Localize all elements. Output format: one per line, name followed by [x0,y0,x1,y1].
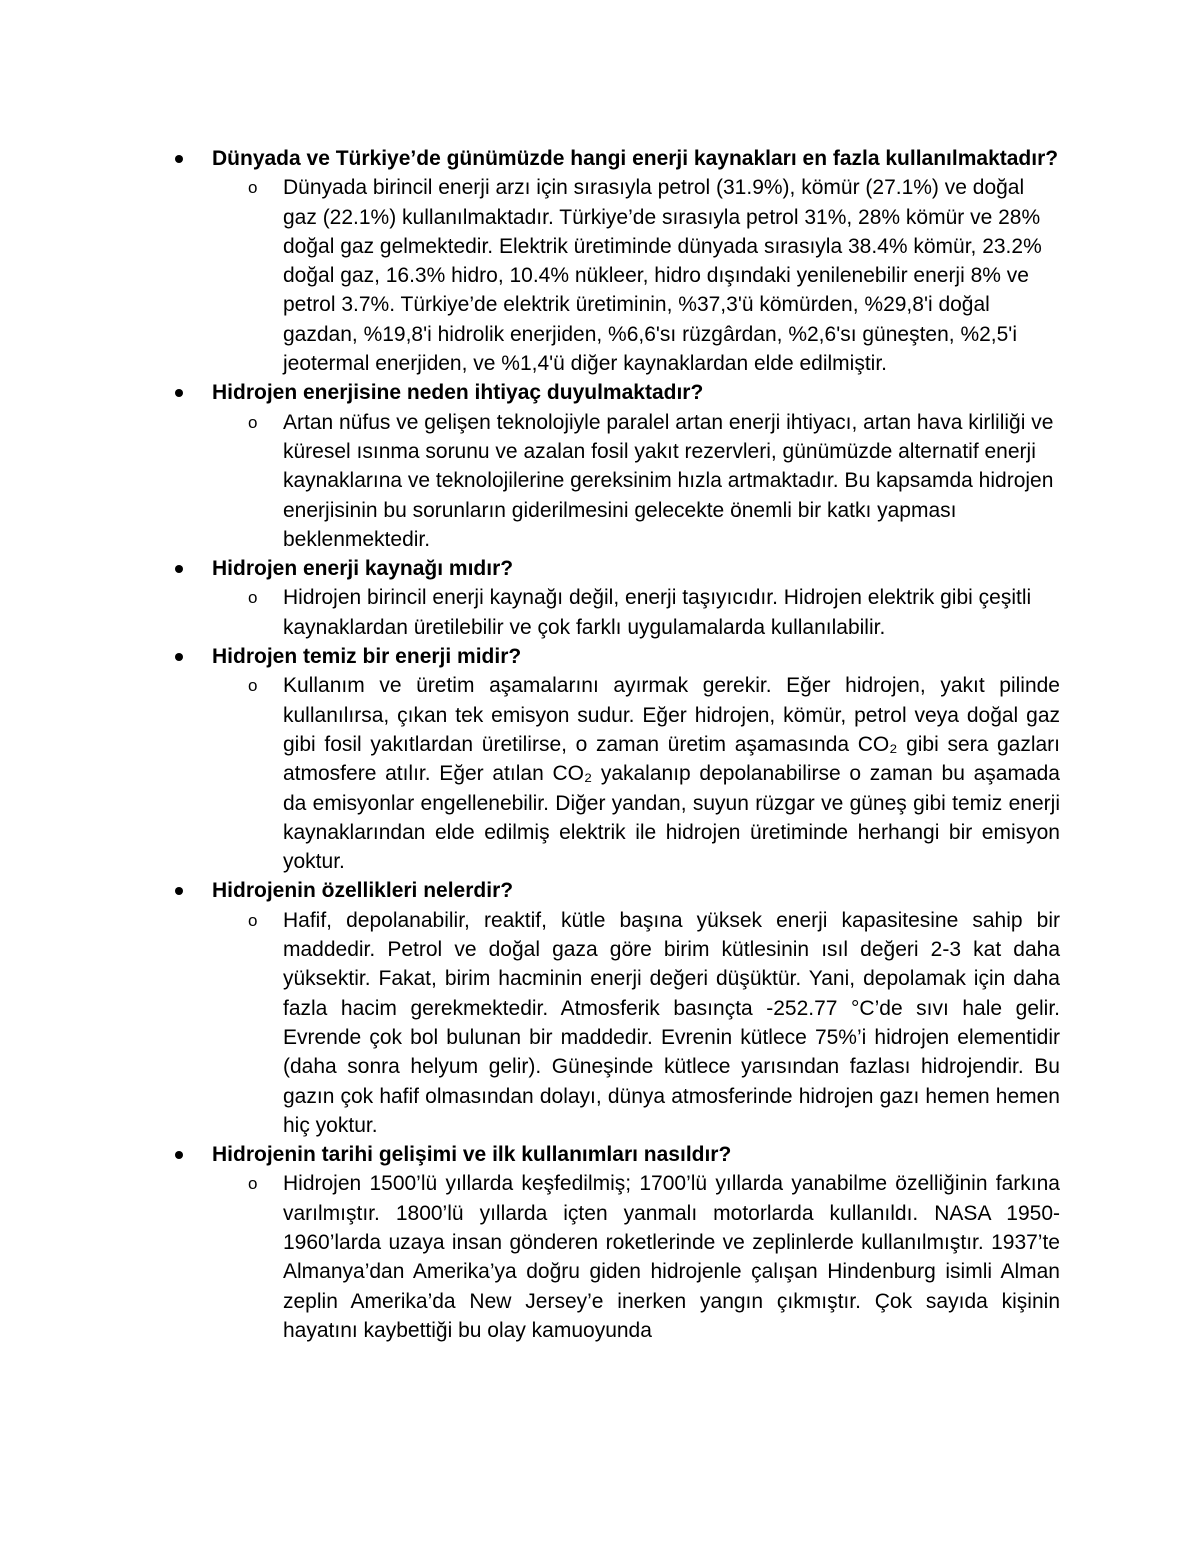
faq-item [168,876,1060,1140]
question-text: Dünyada ve Türkiye’de günümüzde hangi enerji kaynakları en fazla kullanılmaktadır? [212,147,1059,170]
faq-answer [168,408,1060,554]
faq-question [168,378,1060,407]
faq-answer [168,173,1060,378]
bullet-icon [175,565,183,573]
faq-question [168,642,1060,671]
sub-bullet-icon: o [248,178,258,198]
faq-item [168,378,1060,554]
sub-bullet-icon: o [248,412,258,432]
answer-text: Hidrojen birincil enerji kaynağı değil, enerji taşıyıcıdır. Hidrojen elektrik gibi çeşitli kaynaklardan üretilebilir ve çok farklı uygulamalarda kullanılabilir. [283,586,1032,639]
answer-text: Hidrojen 1500’lü yıllarda keşfedilmiş; 1700’lü yıllarda yanabilme özelliğinin farkına varılmıştır. 1800’lü yıllarda içten yanmalı motorlarda kullanıldı. NASA 1950-1960’larda uzaya insan gönderen roketlerinde ve zeplinlerde kullanılmıştır. 1937’te Almanya’dan Amerika’ya doğru giden hidrojenle çalışan Hindenburg isimli Alman zeplin Amerika’da New Jersey’e inerken yangın çıkmıştır. Çok sayıda kişinin hayatını kaybettiği bu olay kamuoyunda [283,1172,1060,1342]
question-text: Hidrojen temiz bir enerji midir? [212,645,522,669]
bullet-icon [175,1151,183,1159]
question-text: Hidrojenin özellikleri nelerdir? [212,879,514,903]
sub-bullet-icon: o [248,588,258,608]
sub-bullet-icon: o [248,1174,258,1194]
answer-text: Kullanım ve üretim aşamalarını ayırmak gerekir. Eğer hidrojen, yakıt pilinde kullanılırsa, çıkan tek emisyon sudur. Eğer hidrojen, kömür, petrol veya doğal gaz gibi fosil yakıtlardan üretilirse, o zaman üretim aşamasında CO₂ gibi sera gazları atmosfere atılır. Eğer atılan CO₂ yakalanıp depolanabilirse o zaman bu aşamada da emisyonlar engellenebilir. Diğer yandan, suyun rüzgar ve güneş gibi temiz enerji kaynaklarından elde edilmiş elektrik ile hidrojen üretiminde herhangi bir emisyon yoktur. [283,674,1060,874]
answer-text: Artan nüfus ve gelişen teknolojiyle paralel artan enerji ihtiyacı, artan hava kirliliği ve küresel ısınma sorunu ve azalan fosil yakıt rezervleri, günümüzde alternatif enerji kaynaklarına ve teknolojilerine gereksinim hızla artmaktadır. Bu kapsamda hidrojen enerjisinin bu sorunların giderilmesini gelecekte önemli bir katkı yapması beklenmektedir. [283,410,1054,551]
faq-question [168,876,1060,905]
answer-text: Dünyada birincil enerji arzı için sırasıyla petrol (31.9%), kömür (27.1%) ve doğal gaz (22.1%) kullanılmaktadır. Türkiye’de sırasıyla petrol 31%, 28% kömür ve 28% doğal gaz gelmektedir. Elektrik üretiminde dünyada sırasıyla 38.4% kömür, 23.2% doğal gaz, 16.3% hidro, 10.4% nükleer, hidro dışındaki yenilenebilir enerji 8% ve petrol 3.7%. Türkiye’de elektrik üretiminin, %37,3'ü kömürden, %29,8'i doğal gazdan, %19,8'i hidrolik enerjiden, %6,6'sı rüzgârdan, %2,6'sı güneşten, %2,5'i jeotermal enerjiden, ve %1,4'ü diğer kaynaklardan elde edilmiştir. [283,176,1042,376]
faq-question [168,554,1060,583]
question-text: Hidrojen enerjisine neden ihtiyaç duyulmaktadır? [212,381,704,405]
answer-text: Hafif, depolanabilir, reaktif, kütle başına yüksek enerji kapasitesine sahip bir maddedir. Petrol ve doğal gaza göre birim kütlesinin ısıl değeri 2-3 kat daha yüksektir. Fakat, birim hacminin enerji değeri düşüktür. Yani, depolamak için daha fazla hacim gerekmektedir. Atmosferik basınçta -252.77 °C’de sıvı hale gelir. Evrende çok bol bulunan bir maddedir. Evrenin kütlece 75%’i hidrojen elementidir (daha sonra helyum gelir). Güneşinde kütlece yarısından fazlası hidrojendir. Bu gazın çok hafif olmasından dolayı, dünya atmosferinde hidrojen gazı hemen hemen hiç yoktur. [283,908,1060,1137]
bullet-icon [175,155,183,163]
bullet-icon [175,389,183,397]
faq-answer [168,583,1060,642]
bullet-icon [175,653,183,661]
faq-answer [168,906,1060,1140]
faq-item [168,642,1060,876]
sub-bullet-icon: o [248,910,258,930]
faq-question [168,1140,1060,1169]
sub-bullet-icon: o [248,676,258,696]
bullet-icon [175,887,183,895]
question-text: Hidrojenin tarihi gelişimi ve ilk kullanımları nasıldır? [212,1143,732,1167]
faq-question [168,144,1060,173]
question-text: Hidrojen enerji kaynağı mıdır? [212,557,514,581]
faq-list [168,144,1060,1345]
faq-item [168,554,1060,642]
faq-item [168,1140,1060,1345]
faq-answer [168,671,1060,876]
faq-answer [168,1169,1060,1345]
faq-item [168,144,1060,378]
